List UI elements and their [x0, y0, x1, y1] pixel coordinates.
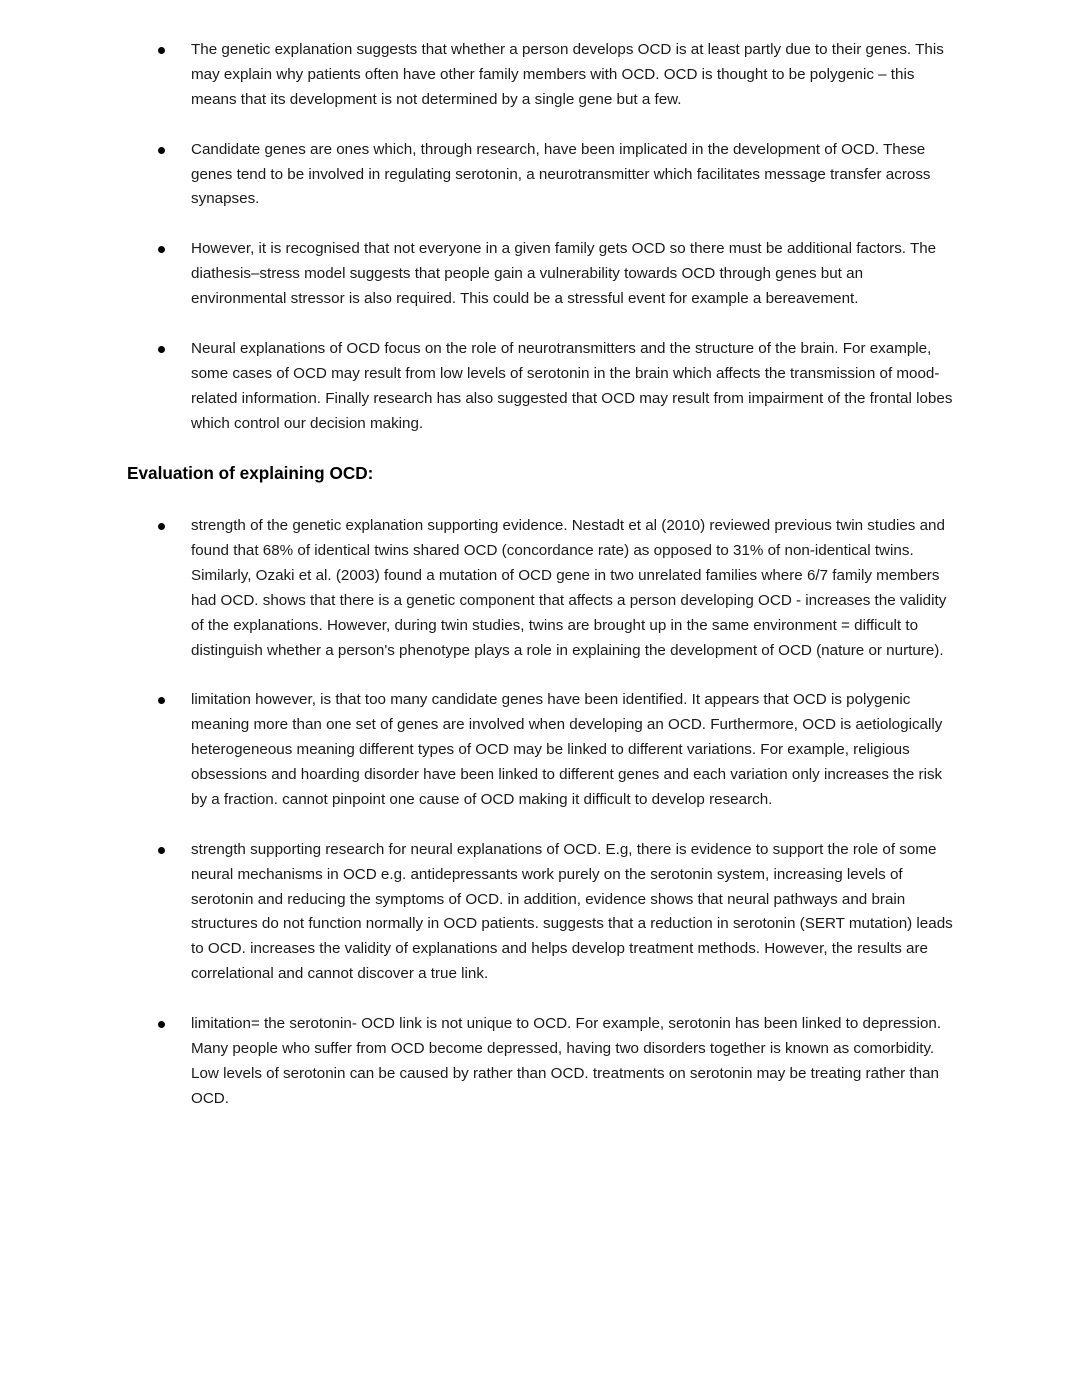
bullet-text: Candidate genes are ones which, through research, have been implicated in the development of OCD. These genes tend to be involved in regulating serotonin, a neurotransmitter which facilitates message transfer across synapses. — [191, 140, 931, 208]
list-item — [0, 1012, 1080, 1112]
list-item — [0, 514, 1080, 663]
bullet-text: strength supporting research for neural explanations of OCD. E.g, there is evidence to support the role of some neural mechanisms in OCD e.g. antidepressants work purely on the serotonin system, increasing levels of serotonin and reducing the symptoms of OCD. in addition, evidence shows that neural pathways and brain structures do not function normally in OCD patients. suggests that a reduction in serotonin (SERT mutation) leads to OCD. increases the validity of explanations and helps develop treatment methods. However, the results are correlational and cannot discover a true link. — [191, 840, 953, 983]
bullet-icon — [158, 697, 165, 704]
list-item — [0, 38, 1080, 113]
bullet-icon — [158, 346, 165, 353]
bullet-text: limitation however, is that too many candidate genes have been identified. It appears that OCD is polygenic meaning more than one set of genes are involved when developing an OCD. Furthermore, OCD is aetiologically heterogeneous meaning different types of OCD may be linked to different variations. For example, religious obsessions and hoarding disorder have been linked to different genes and each variation only increases the risk by a fraction. cannot pinpoint one cause of OCD making it difficult to develop research. — [191, 691, 943, 808]
bullet-text: Neural explanations of OCD focus on the role of neurotransmitters and the structure of the brain. For example, some cases of OCD may result from low levels of serotonin in the brain which affects the transmission of mood-related information. Finally research has also suggested that OCD may result from impairment of the frontal lobes which control our decision making. — [191, 339, 953, 432]
explanation-bullet-list — [0, 38, 1080, 461]
bullet-text: The genetic explanation suggests that whether a person develops OCD is at least partly due to their genes. This may explain why patients often have other family members with OCD. OCD is thought to be polygenic – this means that its development is not determined by a single gene but a few. — [191, 41, 944, 108]
list-item — [0, 838, 1080, 987]
bullet-icon — [158, 1021, 165, 1028]
bullet-icon — [158, 523, 165, 530]
bullet-icon — [158, 246, 165, 253]
bullet-icon — [158, 847, 165, 854]
bullet-text: However, it is recognised that not everyone in a given family gets OCD so there must be additional factors. The diathesis–stress model suggests that people gain a vulnerability towards OCD through genes but an environmental stressor is also required. This could be a stressful event for example a bereavement. — [191, 240, 937, 308]
evaluation-heading: Evaluation of explaining OCD: — [127, 463, 374, 483]
list-item — [0, 237, 1080, 312]
bullet-text: limitation= the serotonin- OCD link is not unique to OCD. For example, serotonin has been linked to depression. Many people who suffer from OCD become depressed, having two disorders together is known as comorbidity. Low levels of serotonin can be caused by rather than OCD. treatments on serotonin may be treating rather than OCD. — [191, 1015, 942, 1107]
list-item — [0, 337, 1080, 437]
bullet-text: strength of the genetic explanation supporting evidence. Nestadt et al (2010) reviewed previous twin studies and found that 68% of identical twins shared OCD (concordance rate) as opposed to 31% of non-identical twins. Similarly, Ozaki et al. (2003) found a mutation of OCD gene in two unrelated families where 6/7 family members had OCD. shows that there is a genetic component that affects a person developing OCD - increases the validity of the explanations. However, during twin studies, twins are brought up in the same environment = difficult to distinguish whether a person's phenotype plays a role in explaining the development of OCD (nature or nurture). — [191, 517, 947, 659]
bullet-icon — [158, 147, 165, 154]
bullet-icon — [158, 47, 165, 54]
list-item — [0, 138, 1080, 213]
list-item — [0, 688, 1080, 813]
evaluation-bullet-list — [0, 514, 1080, 1137]
